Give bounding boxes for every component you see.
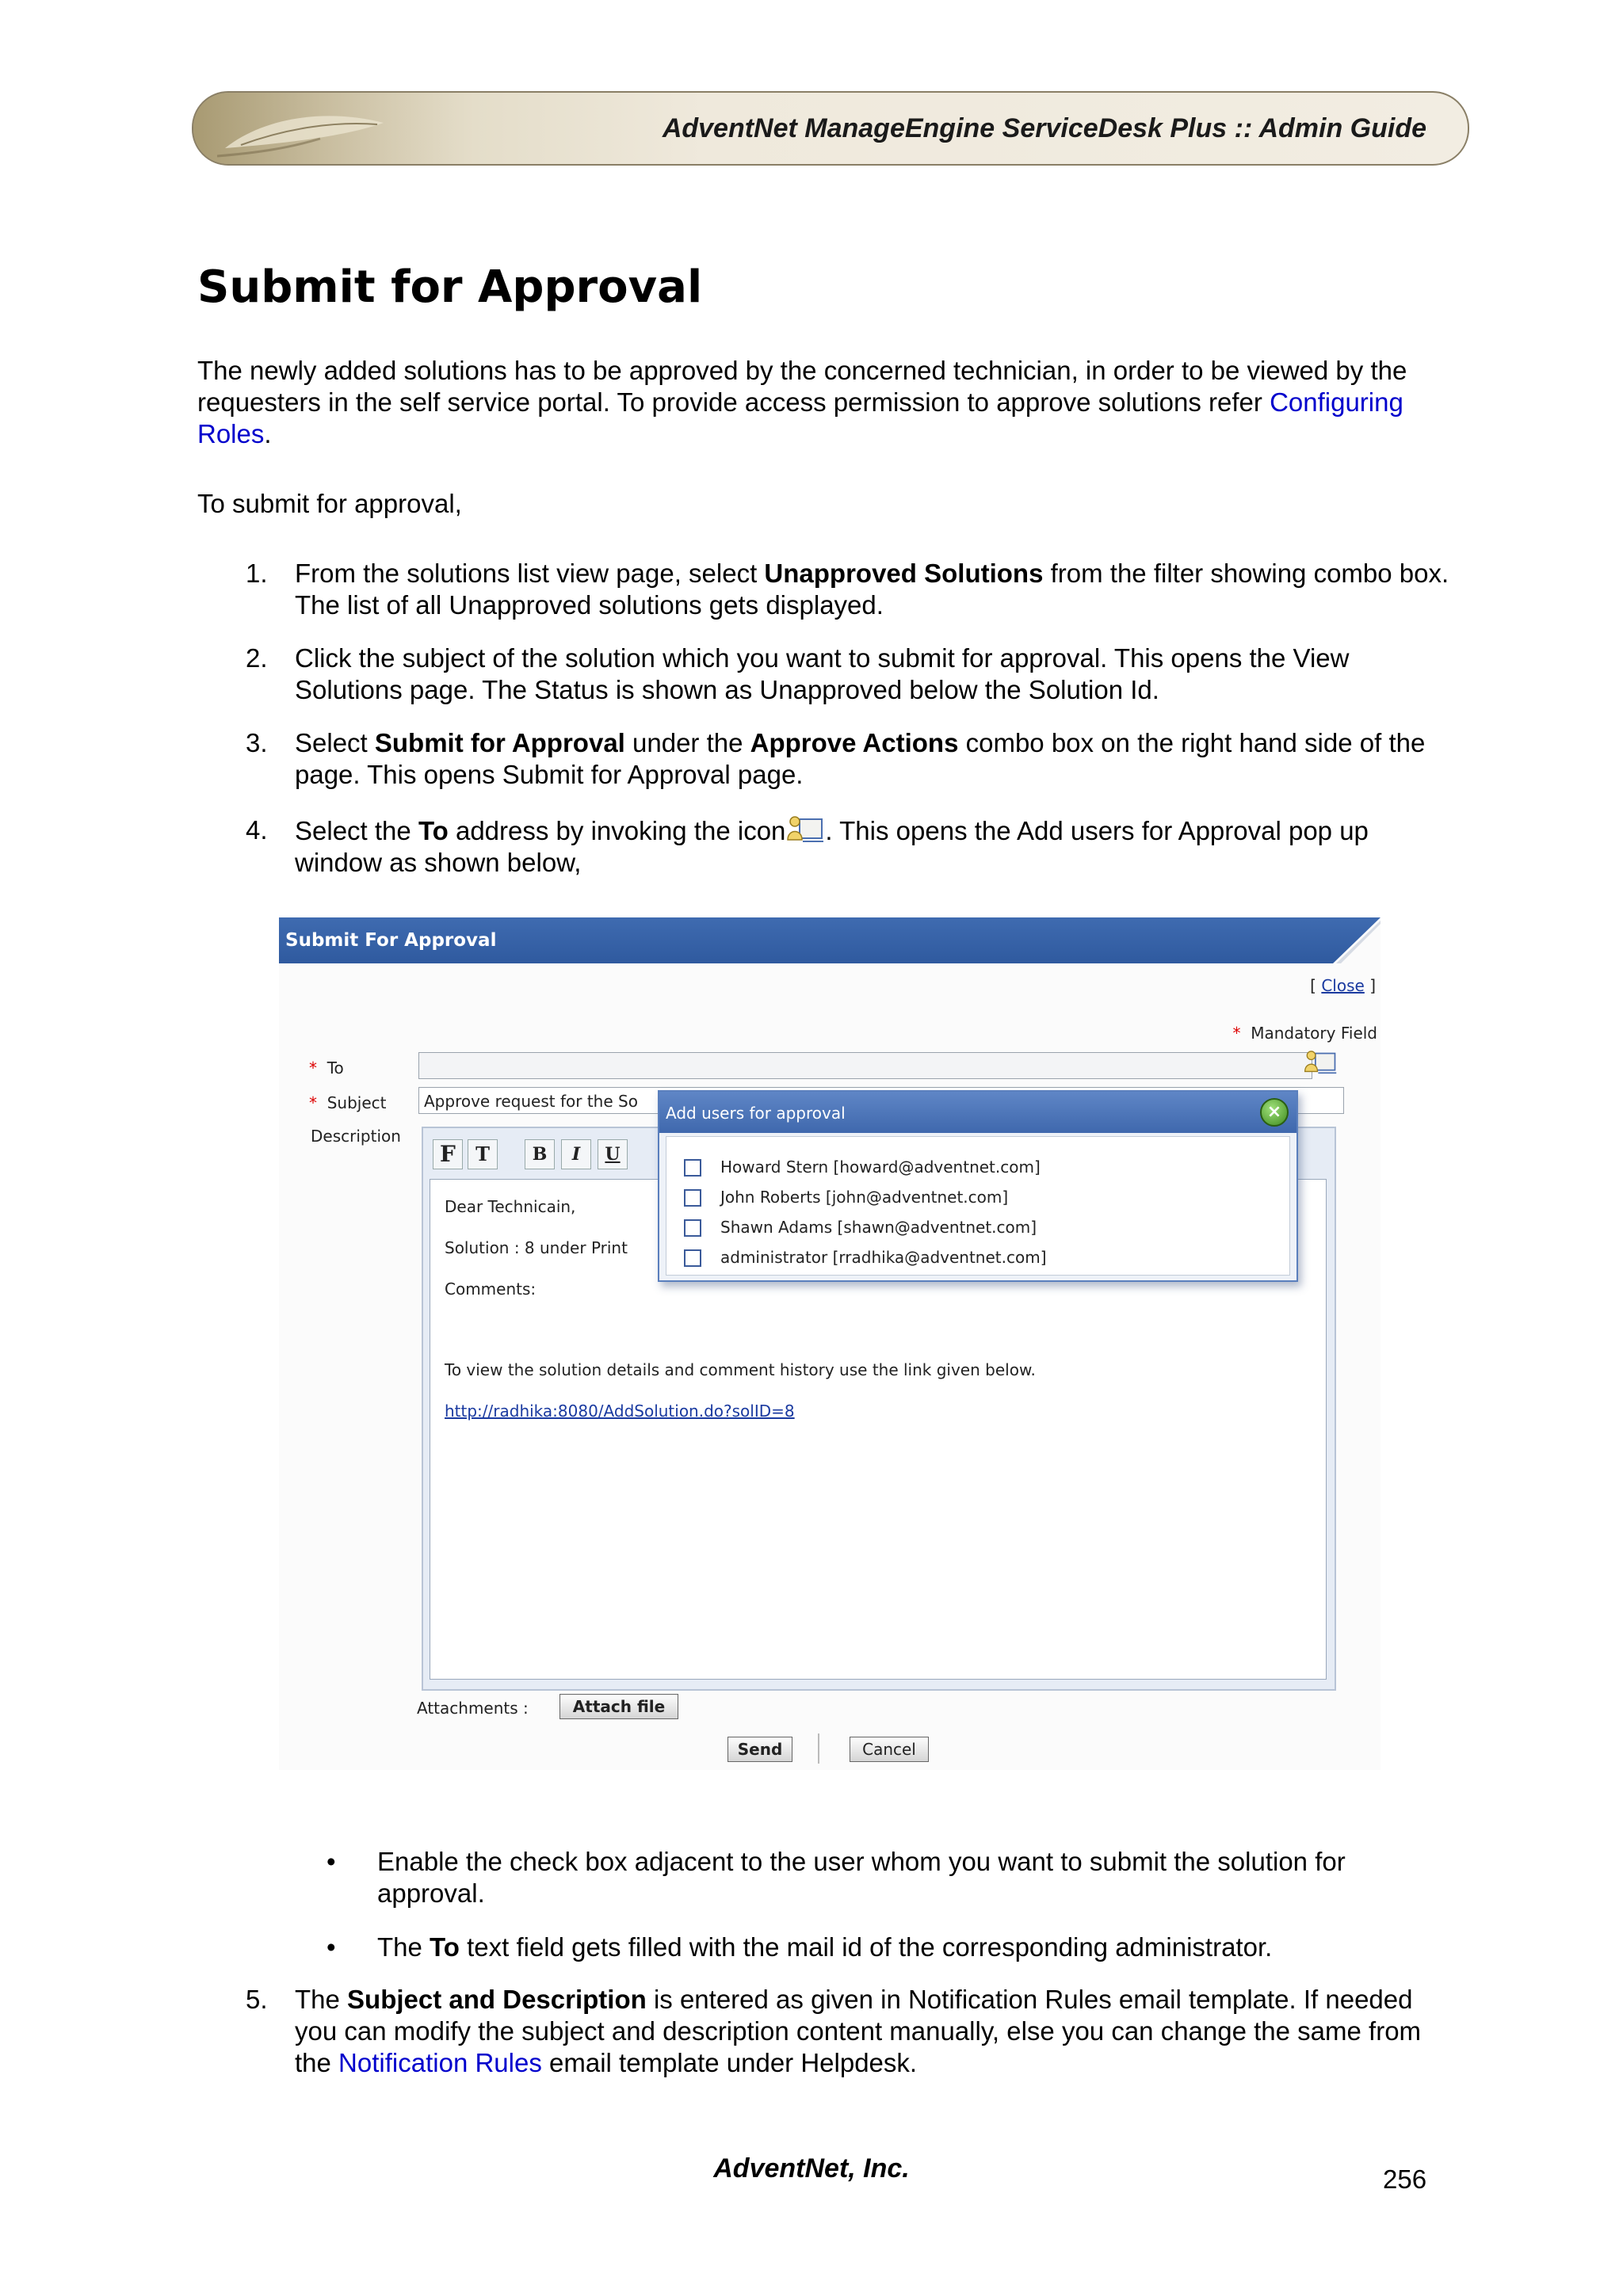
submit-for-approval-screenshot — [279, 917, 1381, 1770]
step-text: from the filter showing combo box. The list of all Unapproved solutions gets displayed. — [295, 559, 1449, 620]
user-lookup-icon — [785, 814, 825, 845]
bullet-dot: • — [327, 1847, 336, 1876]
user-option-label: John Roberts [john@adventnet.com] — [720, 1188, 1009, 1207]
bold-button[interactable]: B — [525, 1139, 555, 1169]
notification-rules-link[interactable]: Notification Rules — [338, 2048, 542, 2077]
description-label: Description — [311, 1127, 401, 1146]
step-text: . This opens the Add users for Approval pop up window as shown below, — [295, 816, 1369, 877]
step-bold: Submit for Approval — [374, 728, 625, 757]
step-text: under the — [624, 728, 750, 757]
configuring-roles-link[interactable]: Configuring Roles — [197, 387, 1403, 448]
bullet-text: text field gets filled with the mail id of the corresponding administrator. — [459, 1932, 1273, 1962]
user-checkbox[interactable] — [684, 1189, 701, 1207]
step-text: Select — [295, 728, 375, 757]
step-text: From the solutions list view page, select — [295, 559, 765, 588]
subject-label — [309, 1093, 386, 1112]
font-size-button[interactable]: T — [468, 1139, 498, 1169]
bullet-text: Enable the check box adjacent to the user whom you want to submit the solution for approval. — [377, 1847, 1346, 1908]
step-text: is entered as given in Notification Rules email template. If needed you can modify the subject and description content manually, else you can change the same from the — [295, 1985, 1422, 2077]
step-text: email template under Helpdesk. — [541, 2048, 918, 2077]
attachments-label: Attachments : — [417, 1699, 529, 1718]
step-number: 2. — [246, 643, 268, 673]
intro-paragraph — [197, 355, 1434, 450]
step-number: 3. — [246, 728, 268, 757]
close-link-wrapper — [1310, 976, 1376, 995]
intro-text: The newly added solutions has to be approved by the concerned technician, in order to be viewed by the requesters in the self service portal. To provide access permission to approve solutions refer — [197, 356, 1407, 417]
add-users-popup — [658, 1090, 1298, 1282]
required-star: * — [309, 1093, 317, 1112]
user-option-label: Shawn Adams [shawn@adventnet.com] — [720, 1218, 1037, 1237]
to-label — [309, 1058, 344, 1077]
attach-file-button[interactable]: Attach file — [559, 1694, 678, 1719]
user-checkbox[interactable] — [684, 1159, 701, 1177]
close-link[interactable]: Close — [1321, 976, 1365, 995]
user-list — [666, 1136, 1290, 1276]
popup-header — [659, 1092, 1296, 1133]
step-number: 4. — [246, 815, 268, 845]
mandatory-label: Mandatory Field — [1251, 1024, 1377, 1043]
underline-button[interactable]: U — [598, 1139, 628, 1169]
form-title: Submit For Approval — [285, 930, 497, 951]
bracket: ] — [1369, 976, 1376, 995]
user-option-label: Howard Stern [howard@adventnet.com] — [720, 1158, 1041, 1177]
body-comments: Comments: — [445, 1280, 537, 1299]
user-lookup-icon[interactable] — [1303, 1049, 1338, 1076]
user-checkbox[interactable] — [684, 1249, 701, 1267]
italic-button[interactable]: I — [561, 1139, 591, 1169]
step-number: 1. — [246, 559, 268, 588]
button-divider — [818, 1733, 819, 1764]
send-button[interactable]: Send — [727, 1737, 792, 1762]
lead-text: To submit for approval, — [197, 489, 462, 518]
step-text: Click the subject of the solution which you want to submit for approval. This opens the View Solutions page. The Status is shown as Unapproved below the Solution Id. — [295, 643, 1350, 704]
body-greeting: Dear Technicain, — [445, 1197, 576, 1216]
to-label-text: To — [327, 1058, 344, 1077]
body-solution: Solution : 8 under Print — [445, 1238, 628, 1257]
user-checkbox[interactable] — [684, 1219, 701, 1237]
subject-value: Approve request for the So — [424, 1092, 638, 1111]
user-option-label: administrator [rradhika@adventnet.com] — [720, 1248, 1047, 1267]
title-bar-corner — [1301, 917, 1381, 963]
mandatory-note — [1232, 1024, 1377, 1043]
popup-title: Add users for approval — [666, 1104, 846, 1123]
required-star: * — [309, 1058, 317, 1077]
bullet-text: The — [377, 1932, 430, 1962]
body-info: To view the solution details and comment history use the link given below. — [445, 1360, 1036, 1379]
bullet-bold: To — [430, 1932, 460, 1962]
bullet-dot: • — [327, 1932, 336, 1962]
font-family-button[interactable]: F — [433, 1139, 463, 1169]
step-text: The — [295, 1985, 348, 2014]
banner-feather-image — [193, 93, 455, 166]
page-number: 256 — [1383, 2164, 1427, 2194]
intro-after: . — [264, 419, 272, 448]
step-bold: Approve Actions — [750, 728, 959, 757]
step-bold: Unapproved Solutions — [764, 559, 1044, 588]
header-title: AdventNet ManageEngine ServiceDesk Plus :: Admin Guide — [662, 113, 1426, 143]
header-banner — [192, 91, 1469, 166]
required-star: * — [1232, 1024, 1241, 1043]
step-bold: To — [418, 816, 449, 845]
step-text: combo box on the right hand side of the page. This opens Submit for Approval page. — [295, 728, 1426, 789]
step-text: Select the — [295, 816, 418, 845]
solution-url-link[interactable]: http://radhika:8080/AddSolution.do?solID=8 — [445, 1402, 795, 1421]
step-text: address by invoking the icon — [448, 816, 786, 845]
step-bold: Subject and Description — [347, 1985, 647, 2014]
cancel-button[interactable]: Cancel — [850, 1737, 929, 1762]
footer-company: AdventNet, Inc. — [713, 2153, 910, 2183]
step-number: 5. — [246, 1985, 268, 2014]
page-title: Submit for Approval — [197, 261, 703, 313]
subject-label-text: Subject — [327, 1093, 387, 1112]
bracket: [ — [1310, 976, 1316, 995]
to-field[interactable] — [418, 1052, 1312, 1079]
form-title-bar — [279, 917, 1381, 963]
popup-close-icon[interactable]: × — [1260, 1098, 1289, 1127]
